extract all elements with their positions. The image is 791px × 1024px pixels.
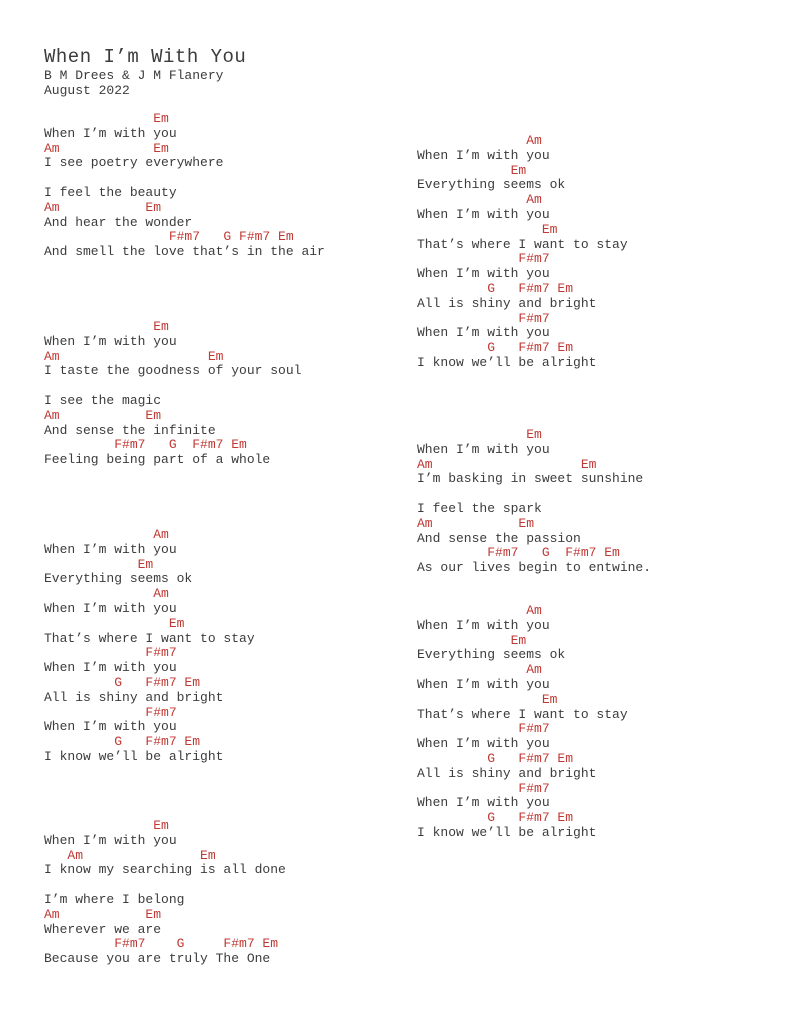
lyric-line: All is shiny and bright xyxy=(44,689,224,705)
chord-line: G F#m7 Em xyxy=(417,340,574,356)
chord-line: Am Em xyxy=(44,348,224,364)
chord-line: Am Em xyxy=(44,407,162,423)
chord-line: F#m7 xyxy=(44,645,177,661)
chord-line: Em xyxy=(417,162,527,178)
chord-line: Am Em xyxy=(417,456,597,472)
chord-line: Am xyxy=(417,662,542,678)
chord-line: F#m7 G F#m7 Em xyxy=(417,545,620,561)
section-verse-2 xyxy=(44,320,301,468)
lyric-line: When I’m with you xyxy=(44,600,177,616)
song-date: August 2022 xyxy=(44,83,130,98)
lyric-line: I know my searching is all done xyxy=(44,862,286,878)
lyric-line: When I’m with you xyxy=(417,736,550,752)
lyric-line: That’s where I want to stay xyxy=(44,630,255,646)
lyric-line: All is shiny and bright xyxy=(417,765,597,781)
lyric-line: When I’m with you xyxy=(417,266,550,282)
lyric-line: I’m where I belong xyxy=(44,891,185,907)
chord-line: G F#m7 Em xyxy=(417,810,574,826)
lyric-line: When I’m with you xyxy=(44,832,177,848)
lyric-line: Because you are truly The One xyxy=(44,951,271,967)
lyric-line: When I’m with you xyxy=(417,676,550,692)
chord-line: Am xyxy=(417,133,542,148)
lyric-line: That’s where I want to stay xyxy=(417,236,628,252)
chord-line: F#m7 G F#m7 Em xyxy=(44,229,294,245)
lyric-line: Everything seems ok xyxy=(44,571,193,587)
chord-line: Em xyxy=(44,556,154,572)
lyric-line: When I’m with you xyxy=(44,660,177,676)
lyric-line: And smell the love that’s in the air xyxy=(44,244,325,260)
song-author: B M Drees & J M Flanery xyxy=(44,68,224,83)
chord-line: Em xyxy=(417,691,558,707)
chord-line: Am xyxy=(44,586,169,602)
lyric-line: When I’m with you xyxy=(44,125,177,141)
lyric-line xyxy=(44,171,325,186)
section-verse-1 xyxy=(44,112,325,260)
lyric-line: When I’m with you xyxy=(417,325,550,341)
lyric-line: I feel the beauty xyxy=(44,184,177,200)
chord-line: F#m7 xyxy=(417,310,550,326)
lyric-line: I know we’ll be alright xyxy=(417,824,597,840)
chord-line: Em xyxy=(417,632,527,648)
chord-line: Em xyxy=(417,427,542,442)
song-header xyxy=(44,46,246,98)
lyric-line: I know we’ll be alright xyxy=(417,354,597,370)
lyric-line: When I’m with you xyxy=(44,541,177,557)
lyric-line: When I’m with you xyxy=(44,719,177,735)
chord-line: F#m7 xyxy=(417,251,550,267)
lyric-line: When I’m with you xyxy=(417,441,550,457)
chord-line: Em xyxy=(417,221,558,237)
chord-line: Em xyxy=(44,319,169,334)
lyric-line xyxy=(44,379,301,394)
lyric-line: As our lives begin to entwine. xyxy=(417,560,652,576)
lyric-line: I see poetry everywhere xyxy=(44,155,224,171)
lyric-line: I’m basking in sweet sunshine xyxy=(417,471,644,487)
lyric-line xyxy=(417,487,651,502)
chord-line: Em xyxy=(44,615,185,631)
section-verse-3 xyxy=(417,428,651,576)
lyric-line: I see the magic xyxy=(44,392,162,408)
chord-line: Am xyxy=(417,603,542,618)
lyric-line: Wherever we are xyxy=(44,921,162,937)
lyric-line: Feeling being part of a whole xyxy=(44,452,271,468)
lyric-line: I taste the goodness of your soul xyxy=(44,363,302,379)
chord-line: F#m7 G F#m7 Em xyxy=(44,437,247,453)
lyric-line: I know we’ll be alright xyxy=(44,748,224,764)
chord-line: Am xyxy=(417,192,542,208)
chord-line: Em xyxy=(44,818,169,833)
section-chorus-3 xyxy=(417,604,628,841)
lyric-line: When I’m with you xyxy=(417,795,550,811)
chord-line: Em xyxy=(44,111,169,126)
lyric-line: When I’m with you xyxy=(417,206,550,222)
chord-line: Am Em xyxy=(44,199,162,215)
lyric-line: And hear the wonder xyxy=(44,214,193,230)
lyric-line: Everything seems ok xyxy=(417,647,566,663)
chord-line: G F#m7 Em xyxy=(417,750,574,766)
lyric-line: And sense the infinite xyxy=(44,422,216,438)
lyric-line xyxy=(44,878,286,893)
chord-line: G F#m7 Em xyxy=(417,280,574,296)
lyric-line: When I’m with you xyxy=(417,147,550,163)
chord-line: F#m7 xyxy=(417,721,550,737)
chord-line: F#m7 xyxy=(44,704,177,720)
section-chorus-2 xyxy=(417,134,628,371)
lyric-line: I feel the spark xyxy=(417,500,542,516)
lyric-line: And sense the passion xyxy=(417,530,581,546)
lyric-line: Everything seems ok xyxy=(417,177,566,193)
song-title: When I’m With You xyxy=(44,46,247,68)
chord-line: Am Em xyxy=(44,847,216,863)
chord-line: G F#m7 Em xyxy=(44,734,201,750)
lyric-line: When I’m with you xyxy=(417,617,550,633)
section-verse-4 xyxy=(44,819,286,967)
chord-line: F#m7 xyxy=(417,780,550,796)
lyric-line: When I’m with you xyxy=(44,333,177,349)
chord-line: Am Em xyxy=(44,906,162,922)
chord-line: Am Em xyxy=(44,140,169,156)
lyric-line: That’s where I want to stay xyxy=(417,706,628,722)
chord-line: F#m7 G F#m7 Em xyxy=(44,936,279,952)
chord-line: Am Em xyxy=(417,515,535,531)
section-chorus-1 xyxy=(44,528,255,765)
chord-line: G F#m7 Em xyxy=(44,674,201,690)
lyric-line: All is shiny and bright xyxy=(417,295,597,311)
chord-line: Am xyxy=(44,527,169,542)
